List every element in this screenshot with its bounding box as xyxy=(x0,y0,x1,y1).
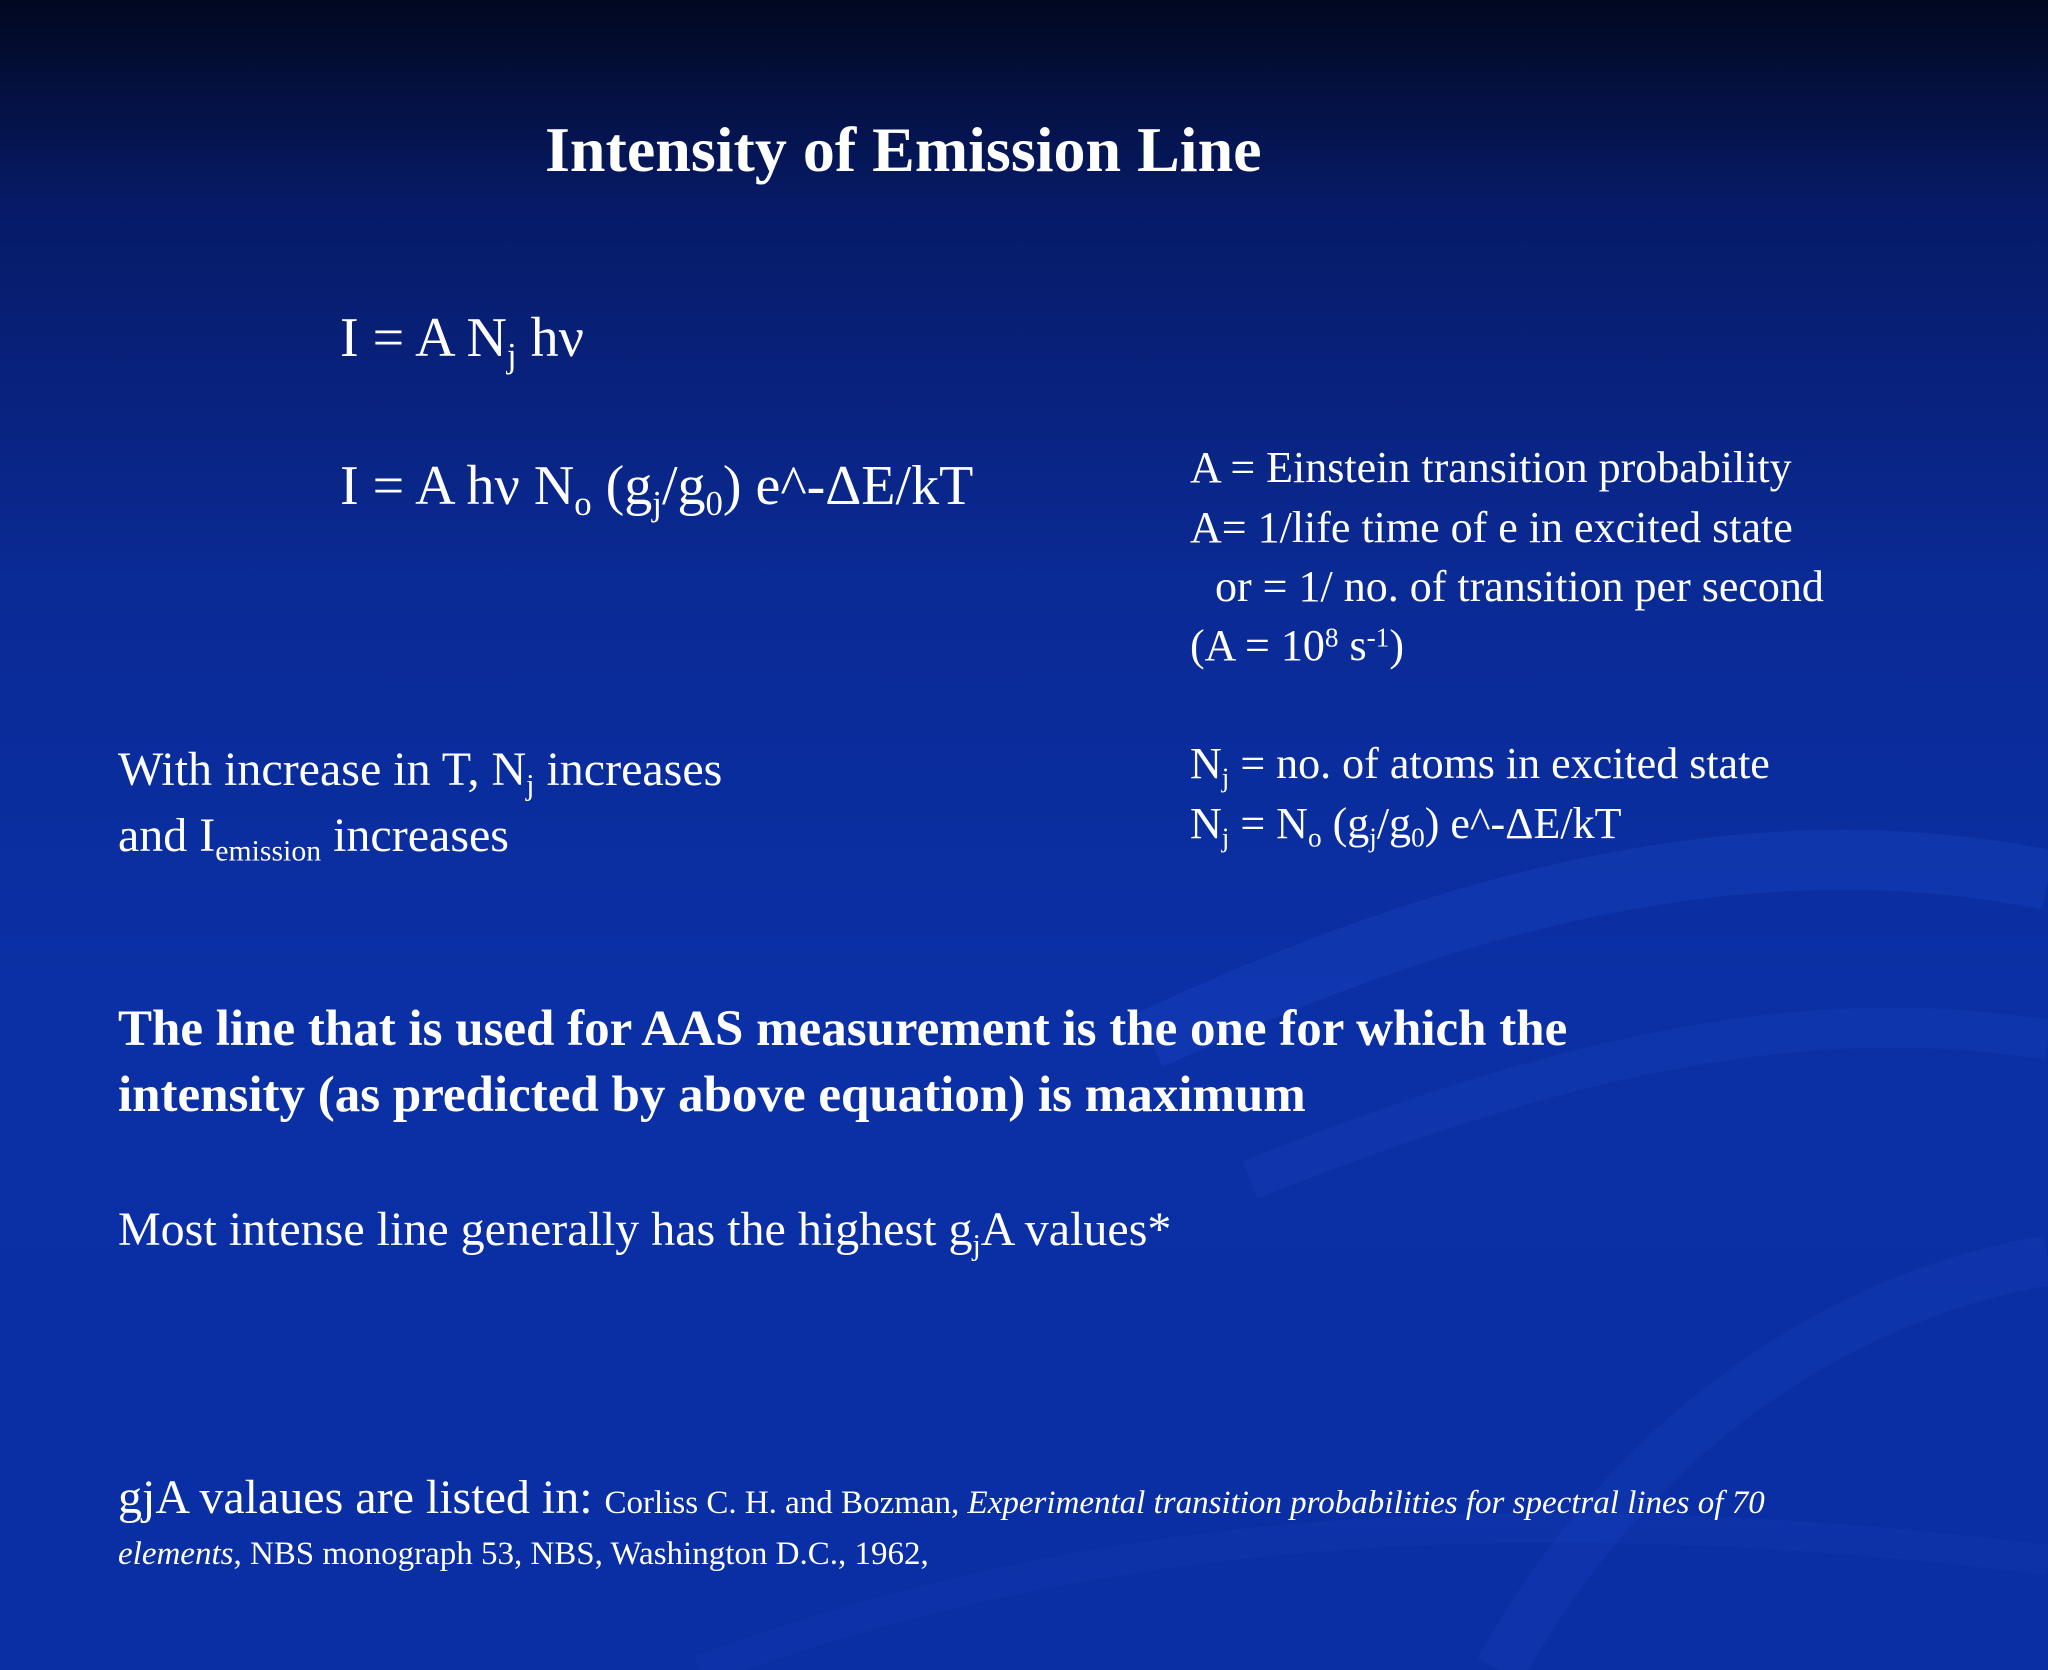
temperature-note-line2: and $I_{emission}$ increases xyxy=(118,809,509,868)
definition-transitions-per-second: or = 1/ no. of transition per second xyxy=(1215,562,1824,611)
reference-line1: gjA valaues are listed in: Corliss C. H. and Bozman, Experimental transition probabilities for spectral lines of 70 xyxy=(118,1471,1765,1524)
bold-statement-line2: intensity (as predicted by above equation) is maximum xyxy=(118,1067,1306,1123)
equation-nj: $N_j = N_o$ $(g_j/g_0)$ e^-ΔE/kT xyxy=(1190,799,1622,853)
reference-line2: elements, NBS monograph 53, NBS, Washington D.C., 1962, xyxy=(118,1536,929,1572)
bold-statement-line1: The line that is used for AAS measurement is the one for which the xyxy=(118,1001,1568,1057)
definition-a-value: ($A = 10^8$ $s^{-1}$) xyxy=(1190,621,1404,670)
definition-einstein-probability: A = Einstein transition probability xyxy=(1190,443,1792,492)
intensity-equation-boltzmann: I = A hν $N_o$ $(g_j/g_0)$ e^-ΔE/kT xyxy=(340,455,974,524)
definition-lifetime: A= 1/life time of e in excited state xyxy=(1190,503,1793,552)
slide-title: Intensity of Emission Line xyxy=(545,114,1262,185)
intensity-equation-simple: I = A $N_j$ hν xyxy=(340,307,584,376)
temperature-note-line1: With increase in T, $N_j$ increases xyxy=(118,743,723,802)
definition-nj: $N_j$ = no. of atoms in excited state xyxy=(1190,739,1770,793)
most-intense-line-note: Most intense line generally has the highest $g_jA$ values* xyxy=(118,1203,1172,1262)
